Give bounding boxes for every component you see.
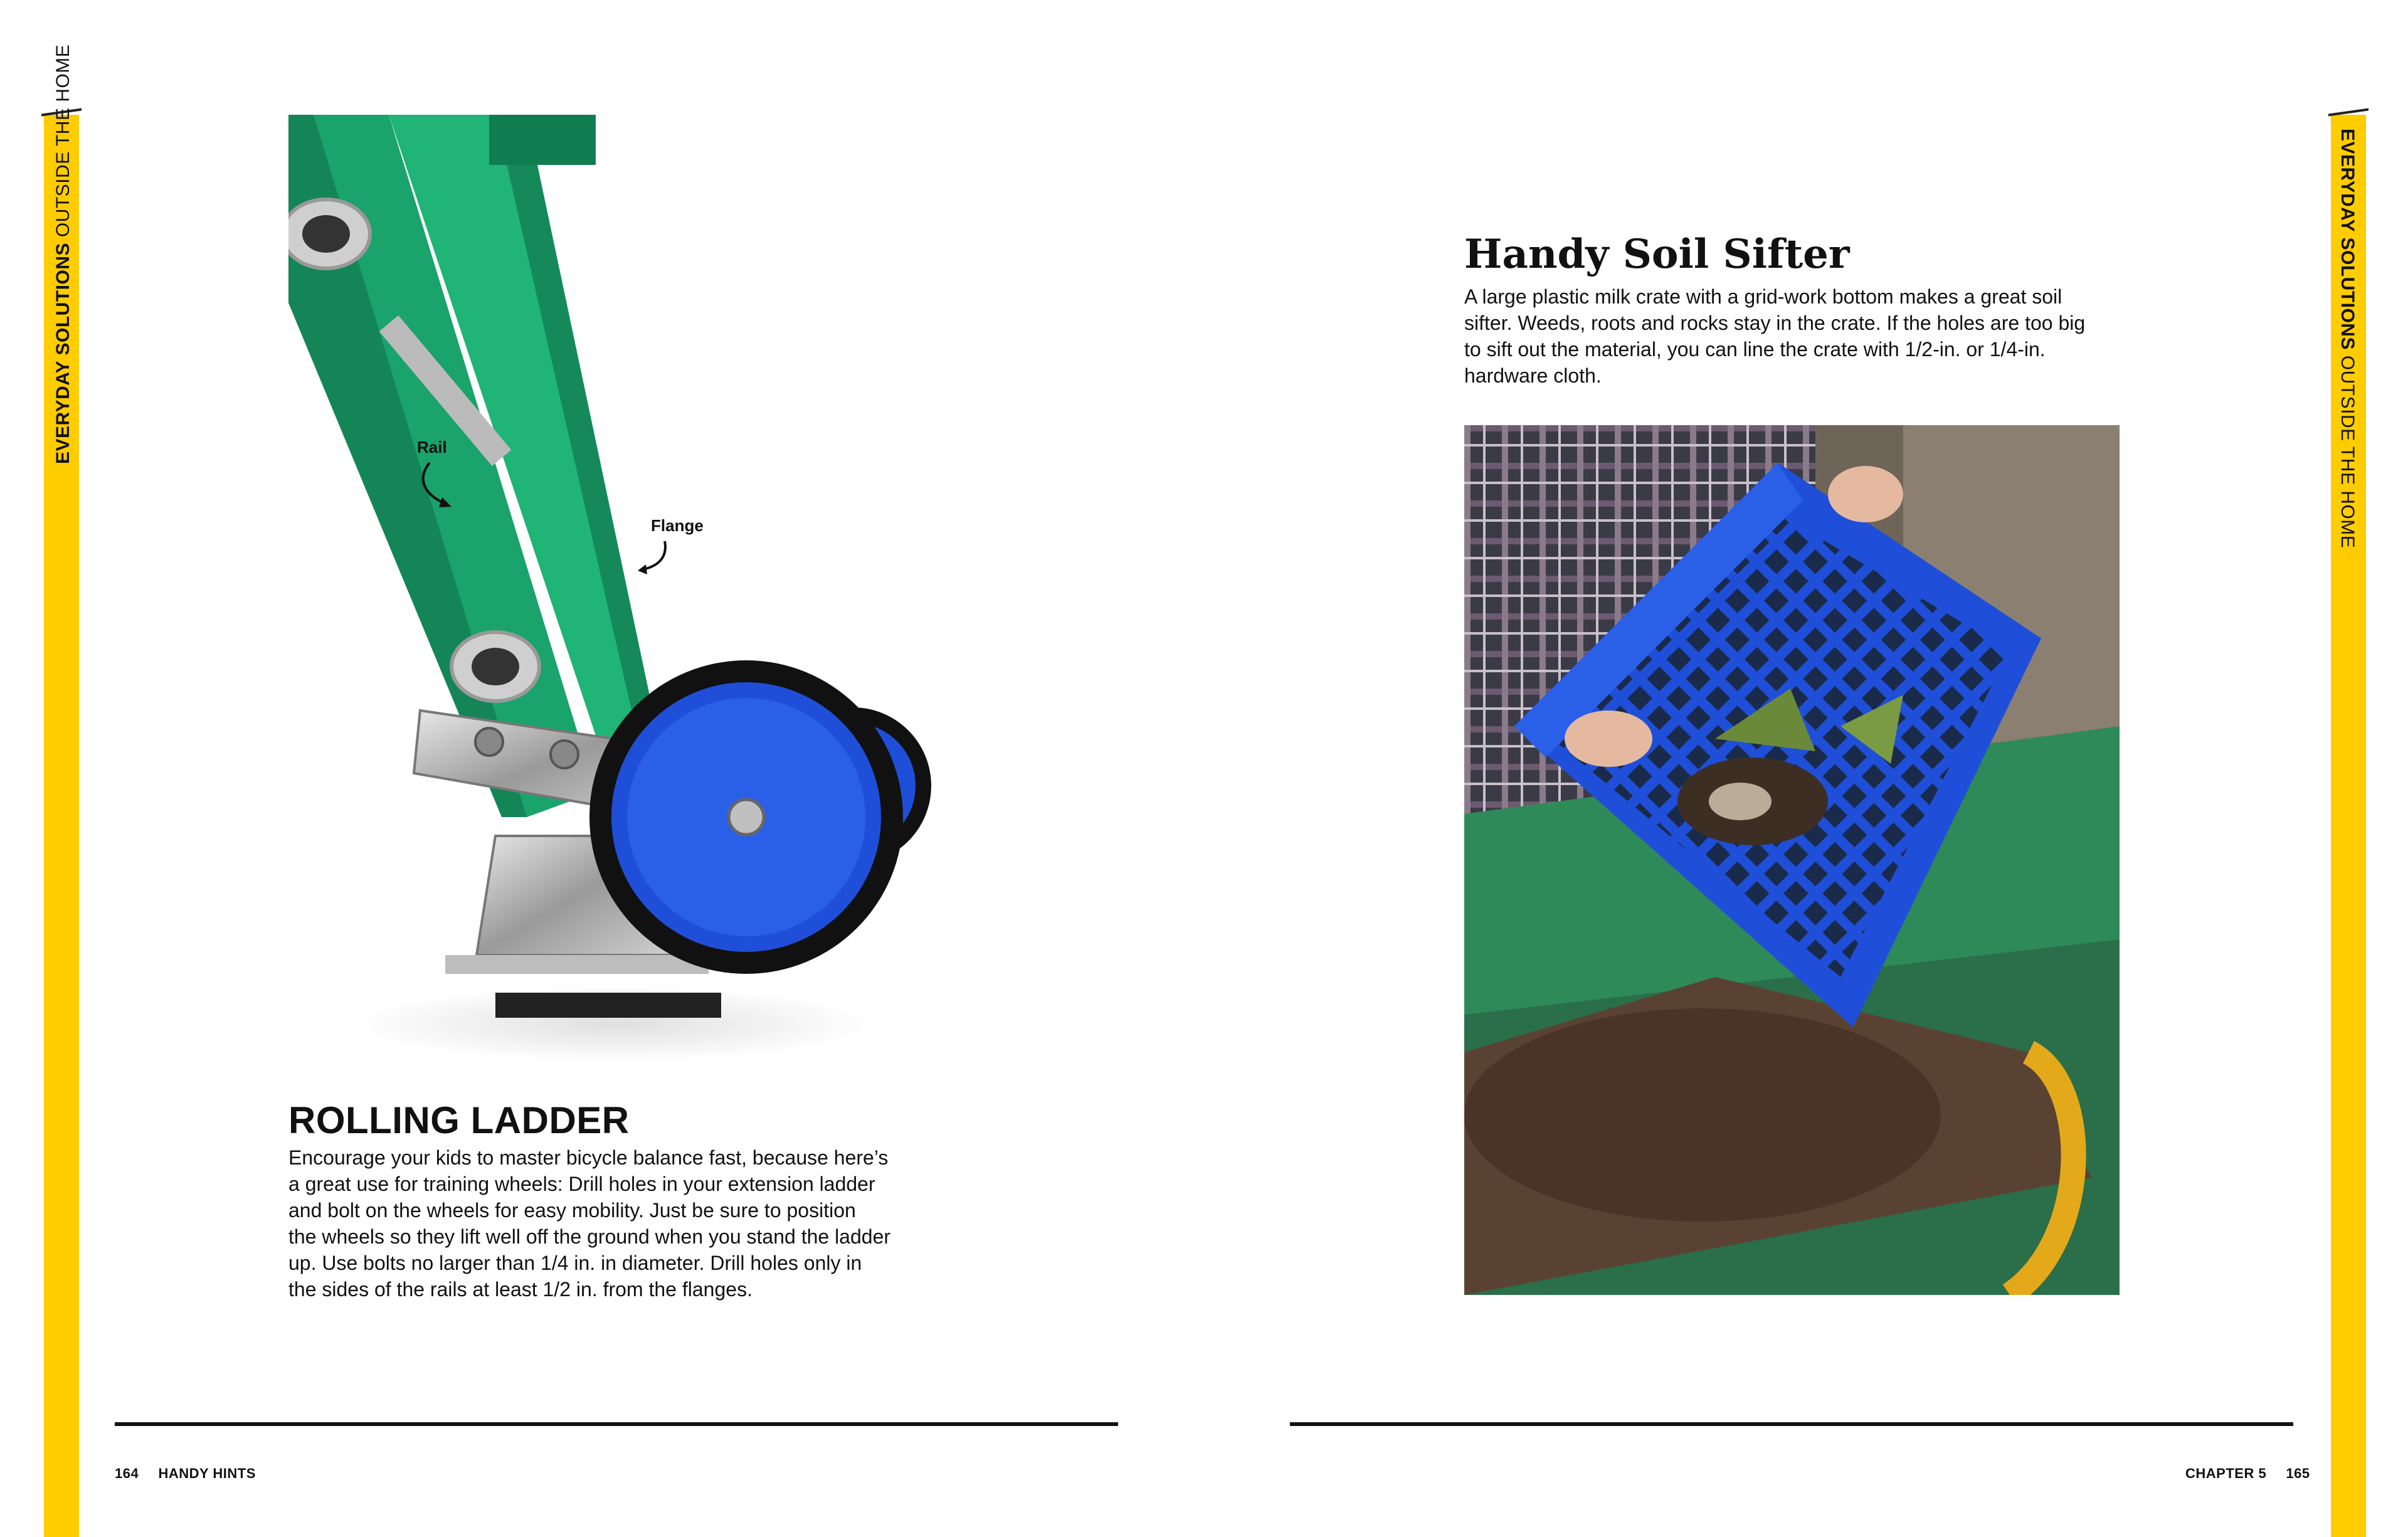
soil-sifter-line: hardware cloth. xyxy=(1464,364,1602,387)
rolling-ladder-line: Encourage your kids to master bicycle balance fast, because here’s xyxy=(288,1146,889,1169)
footer-right xyxy=(2185,1466,2310,1482)
rolling-ladder-line: up. Use bolts no larger than 1/4 in. in diameter. Drill holes only in xyxy=(288,1252,862,1274)
flange-arrow-icon xyxy=(636,538,674,576)
ladder-photo xyxy=(288,115,947,1068)
rolling-ladder-line: the sides of the rails at least 1/2 in. from the flanges. xyxy=(288,1278,752,1301)
left-tab-section: EVERYDAY SOLUTIONS xyxy=(53,243,73,464)
rolling-ladder-line: a great use for training wheels: Drill holes in your extension ladder xyxy=(288,1173,875,1195)
soil-sifter-line: A large plastic milk crate with a grid-work bottom makes a great soil xyxy=(1464,285,2062,308)
left-side-tab-label xyxy=(53,45,74,464)
right-tab-subsection: OUTSIDE THE HOME xyxy=(2337,355,2358,549)
left-book-title: HANDY HINTS xyxy=(158,1466,256,1481)
soil-sifter-body xyxy=(1464,283,2154,389)
footer-rule-left xyxy=(115,1422,1118,1426)
left-page-number: 164 xyxy=(115,1466,139,1481)
right-chapter-label: CHAPTER 5 xyxy=(2185,1466,2267,1481)
rolling-ladder-line: the wheels so they lift well off the ground when you stand the ladder xyxy=(288,1225,891,1248)
soil-sifter-title: Handy Soil Sifter xyxy=(1464,231,1850,278)
flange-callout: Flange xyxy=(651,516,704,535)
rail-callout: Rail xyxy=(417,438,447,457)
right-page-number: 165 xyxy=(2286,1466,2310,1481)
soil-sifter-line: sifter. Weeds, roots and rocks stay in the crate. If the holes are too big xyxy=(1464,312,2086,334)
rolling-ladder-title: ROLLING LADDER xyxy=(288,1099,630,1141)
right-side-tab-label xyxy=(2337,129,2358,548)
rail-arrow-icon xyxy=(417,460,455,510)
left-tab-subsection: OUTSIDE THE HOME xyxy=(53,44,73,238)
soil-sifter-line: to sift out the material, you can line the crate with 1/2-in. or 1/4-in. xyxy=(1464,338,2046,361)
right-tab-section: EVERYDAY SOLUTIONS xyxy=(2337,129,2358,350)
soil-sifter-photo xyxy=(1464,425,2120,1295)
rolling-ladder-line: and bolt on the wheels for easy mobility. Just be sure to position xyxy=(288,1199,856,1222)
rolling-ladder-body xyxy=(288,1144,978,1302)
footer-left xyxy=(115,1466,256,1482)
footer-rule-right xyxy=(1290,1422,2293,1426)
